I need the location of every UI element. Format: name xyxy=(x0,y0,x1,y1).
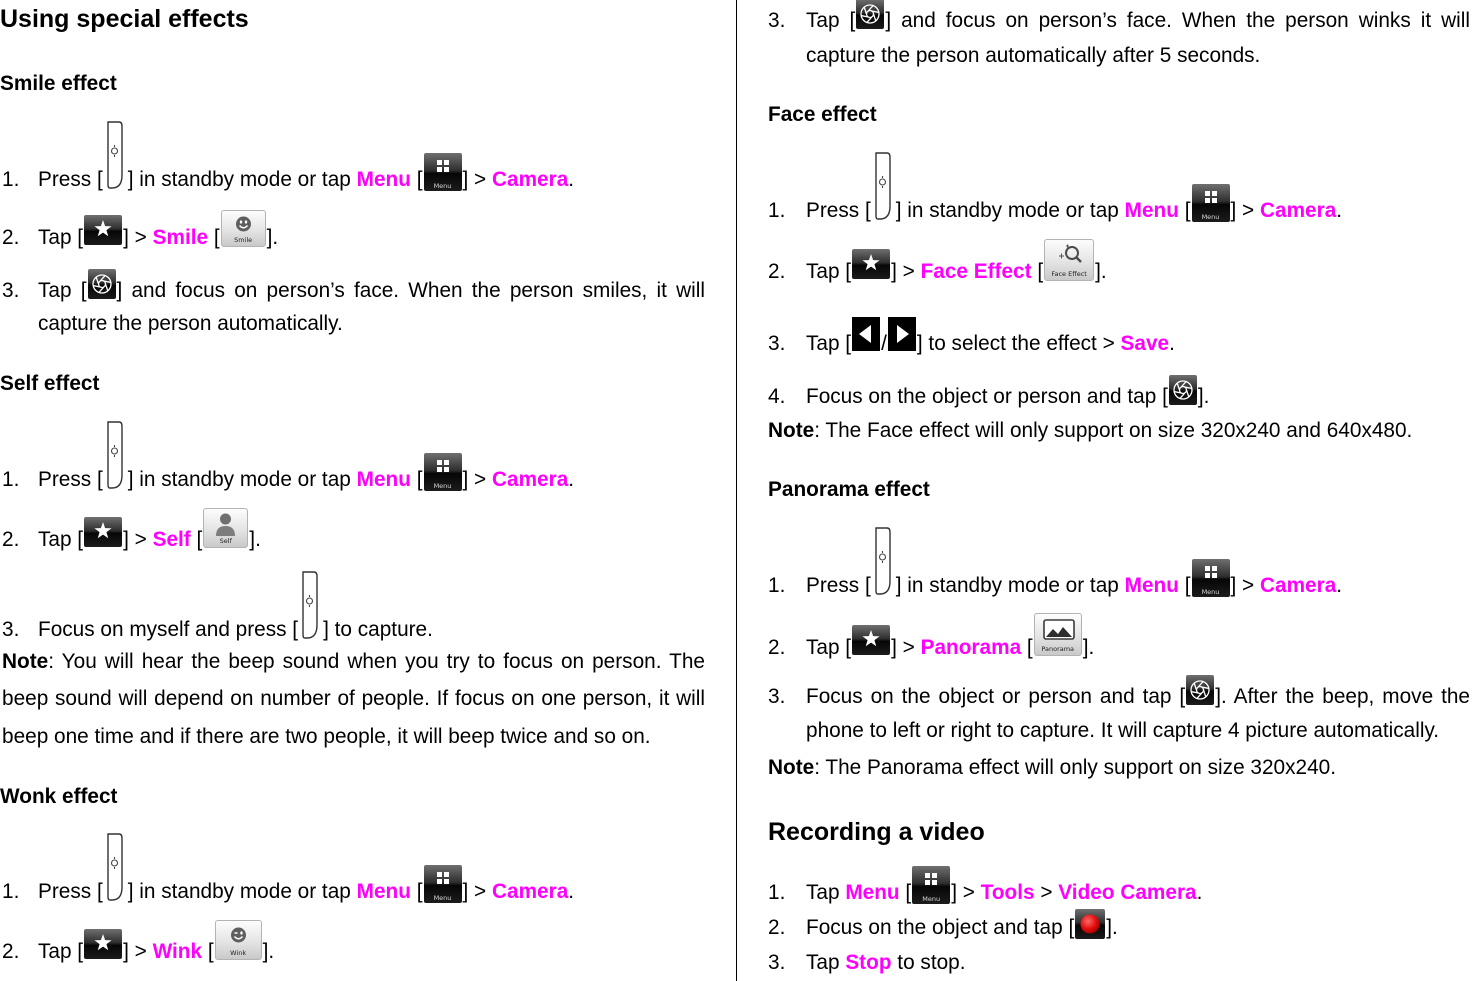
text: [ xyxy=(1178,574,1191,597)
text: ] > xyxy=(891,636,921,659)
text: . xyxy=(1336,574,1343,597)
ui-term: Video Camera xyxy=(1058,881,1197,904)
text: capture the person automatically after 5 seconds. xyxy=(806,44,1261,67)
section-heading-self: Self effect xyxy=(0,372,100,395)
text: Press [ xyxy=(38,468,103,491)
text: [ xyxy=(1031,260,1044,283)
column-divider xyxy=(736,0,737,981)
text: Tap [ xyxy=(806,636,852,659)
record-dot-svg xyxy=(1075,909,1105,939)
panorama-step-3-continued xyxy=(806,719,1439,743)
side-camera-key-graphic xyxy=(105,419,125,491)
shutter-icon-graphic xyxy=(1169,375,1197,405)
text: Focus on myself and press [ xyxy=(38,618,299,641)
text: ] > xyxy=(123,226,153,249)
text: ] > xyxy=(1230,574,1260,597)
text: : The Panorama effect will only support on size 320x240. xyxy=(814,756,1336,779)
text: ] to capture. xyxy=(323,618,433,641)
text: Press [ xyxy=(38,168,103,191)
icon-label: Menu xyxy=(433,482,452,490)
menu-icon-graphic xyxy=(1192,559,1230,597)
icon-label: Menu xyxy=(1201,213,1220,221)
star-svg xyxy=(84,517,122,547)
side-camera-key-graphic xyxy=(873,525,893,597)
side-camera-key-svg xyxy=(300,569,320,641)
step-number: 4. xyxy=(768,385,786,408)
text: ]. xyxy=(266,226,279,249)
step-number: 2. xyxy=(2,940,20,963)
text: / xyxy=(881,332,887,355)
text: ] in standby mode or tap xyxy=(127,880,357,903)
text: Press [ xyxy=(38,880,103,903)
star-svg xyxy=(84,215,122,245)
section-heading-panorama: Panorama effect xyxy=(768,478,930,501)
text: ] and focus on person’s face. When the person smiles, it will xyxy=(116,279,705,302)
icon-label: Smile xyxy=(234,236,253,244)
step-number: 2. xyxy=(2,528,20,551)
step-number: 2. xyxy=(768,260,786,283)
star-svg xyxy=(84,929,122,959)
ui-term: Smile xyxy=(152,226,209,249)
side-camera-key-svg xyxy=(873,150,893,222)
step-number: 3. xyxy=(768,951,786,974)
side-camera-key-svg xyxy=(105,119,125,191)
star-svg xyxy=(852,249,890,279)
text: ] > xyxy=(1230,199,1260,222)
text: beep one time and if there are two people, it will beep twice and so on. xyxy=(2,725,651,748)
ui-term: Wink xyxy=(152,940,203,963)
step-number: 1. xyxy=(2,880,20,903)
text: capture the person automatically. xyxy=(38,312,343,335)
text: ] to select the effect > xyxy=(916,332,1121,355)
note-label: Note xyxy=(768,419,815,442)
text: Tap xyxy=(806,881,846,904)
aperture-svg xyxy=(1186,675,1214,705)
text: Focus on the object and tap [ xyxy=(806,916,1075,939)
text: [ xyxy=(190,528,203,551)
text: [ xyxy=(208,226,220,249)
side-camera-key-graphic xyxy=(105,831,125,903)
menu-icon-graphic xyxy=(424,153,462,191)
panorama-step-2 xyxy=(768,636,1095,660)
text: Tap [ xyxy=(38,528,84,551)
recording-step-2 xyxy=(768,916,1118,940)
text: Tap [ xyxy=(38,279,87,302)
record-icon-graphic xyxy=(1075,909,1105,939)
text: ]. xyxy=(1095,260,1107,283)
text: ] in standby mode or tap xyxy=(127,168,357,191)
text: Tap [ xyxy=(806,332,852,355)
panorama-step-1 xyxy=(768,574,1343,598)
face-step-3 xyxy=(768,332,1175,356)
ui-term: Menu xyxy=(356,468,411,491)
text: ]. xyxy=(249,528,261,551)
step-number: 1. xyxy=(2,468,20,491)
ui-term: Save xyxy=(1120,332,1170,355)
self-note-line-2 xyxy=(2,687,705,711)
step-number: 2. xyxy=(2,226,20,249)
text: ] and focus on person’s face. When the person winks it will xyxy=(885,9,1470,32)
text: ]. xyxy=(262,940,275,963)
icon-label: Self xyxy=(219,537,232,545)
self-step-2 xyxy=(2,528,261,552)
icon-label: Menu xyxy=(922,895,941,903)
step-number: 3. xyxy=(768,9,786,32)
text: beep sound will depend on number of people. If focus on one person, it will xyxy=(2,687,705,710)
panorama-step-3 xyxy=(768,685,1470,709)
text: ] > xyxy=(462,880,492,903)
side-camera-key-graphic xyxy=(873,150,893,222)
text: ]. xyxy=(1106,916,1118,939)
arrow-left-icon-graphic xyxy=(852,317,880,351)
recording-step-1 xyxy=(768,881,1203,905)
icon-label: Panorama xyxy=(1041,645,1075,653)
text: Tap [ xyxy=(806,260,852,283)
wonk-step-2 xyxy=(2,940,275,964)
text: ] in standby mode or tap xyxy=(127,468,357,491)
step-number: 3. xyxy=(768,685,786,708)
icon-label: Menu xyxy=(433,182,452,190)
aperture-svg xyxy=(1169,375,1197,405)
text: ] > xyxy=(462,468,492,491)
shutter-icon-graphic xyxy=(1186,675,1214,705)
text: ] > xyxy=(951,881,981,904)
ui-term: Camera xyxy=(491,168,569,191)
text: Tap [ xyxy=(38,226,84,249)
ui-term: Menu xyxy=(1124,199,1179,222)
text: ] > xyxy=(891,260,921,283)
self-note-line-1 xyxy=(2,650,705,674)
ui-term: Camera xyxy=(1259,199,1337,222)
self-note-line-3 xyxy=(2,725,651,749)
text: [ xyxy=(899,881,912,904)
ui-term: Panorama xyxy=(920,636,1022,659)
text: to stop. xyxy=(891,951,966,974)
smile-step-2 xyxy=(2,226,279,250)
ui-term: Camera xyxy=(1259,574,1337,597)
text: . xyxy=(1169,332,1175,355)
text: [ xyxy=(410,468,423,491)
text: [ xyxy=(202,940,214,963)
smile-icon-graphic xyxy=(221,210,266,247)
star-icon-graphic xyxy=(852,249,890,279)
face-step-2 xyxy=(768,260,1107,284)
text: Tap xyxy=(806,951,846,974)
step-number: 1. xyxy=(2,168,20,191)
text: ] in standby mode or tap xyxy=(895,574,1125,597)
ui-term: Camera xyxy=(491,880,569,903)
text: . xyxy=(1336,199,1343,222)
section-heading-face: Face effect xyxy=(768,103,877,126)
text: phone to left or right to capture. It will capture 4 picture automatically. xyxy=(806,719,1440,742)
shutter-icon-graphic xyxy=(88,269,116,299)
text: [ xyxy=(410,168,423,191)
page-title: Using special effects xyxy=(0,5,249,33)
icon-label: Wink xyxy=(230,949,247,957)
smile-step-3 xyxy=(2,279,705,303)
text: : You will hear the beep sound when you try to focus on person. The xyxy=(48,650,705,673)
text: Tap [ xyxy=(38,940,84,963)
menu-icon-graphic xyxy=(424,865,462,903)
side-camera-key-graphic xyxy=(105,119,125,191)
ui-term: Tools xyxy=(980,881,1035,904)
wink-icon-graphic xyxy=(215,920,262,960)
text: Press [ xyxy=(806,199,871,222)
text: ]. After the beep, move the xyxy=(1215,685,1470,708)
text: Focus on the object or person and tap [ xyxy=(806,385,1168,408)
wonk-step-3 xyxy=(768,9,1470,33)
star-icon-graphic xyxy=(852,625,890,655)
section-heading-smile: Smile effect xyxy=(0,72,117,95)
arrow-right-svg xyxy=(888,317,916,351)
menu-icon-graphic xyxy=(1192,184,1230,222)
star-svg xyxy=(852,625,890,655)
ui-term: Face Effect xyxy=(920,260,1032,283)
ui-term: Menu xyxy=(845,881,900,904)
wonk-step-1 xyxy=(2,880,575,904)
step-number: 2. xyxy=(768,636,786,659)
icon-label: Face Effect xyxy=(1051,270,1087,278)
icon-label: Menu xyxy=(1201,588,1220,596)
side-camera-key-svg xyxy=(105,831,125,903)
ui-term: Menu xyxy=(356,168,411,191)
text: . xyxy=(568,468,575,491)
smile-step-3-continued xyxy=(38,312,343,336)
face-step-4 xyxy=(768,385,1210,409)
text: ] > xyxy=(462,168,492,191)
step-number: 1. xyxy=(768,881,786,904)
star-icon-graphic xyxy=(84,929,122,959)
step-number: 3. xyxy=(2,279,20,302)
step-number: 3. xyxy=(768,332,786,355)
ui-term: Self xyxy=(152,528,191,551)
note-label: Note xyxy=(768,756,815,779)
self-step-1 xyxy=(2,468,575,492)
text: ] > xyxy=(123,528,153,551)
text: ]. xyxy=(1197,385,1210,408)
self-icon-graphic xyxy=(203,508,248,548)
side-camera-key-svg xyxy=(873,525,893,597)
ui-term: Camera xyxy=(491,468,569,491)
section-heading-wonk: Wonk effect xyxy=(0,785,118,808)
text: [ xyxy=(1021,636,1033,659)
note-label: Note xyxy=(2,650,49,673)
side-camera-key-svg xyxy=(105,419,125,491)
arrow-right-icon-graphic xyxy=(888,317,916,351)
aperture-svg xyxy=(856,0,884,29)
step-number: 1. xyxy=(768,199,786,222)
text: . xyxy=(1196,881,1203,904)
self-step-3 xyxy=(2,618,433,642)
panorama-icon-graphic xyxy=(1034,613,1082,656)
text: > xyxy=(1034,881,1059,904)
text: : The Face effect will only support on size 320x240 and 640x480. xyxy=(814,419,1413,442)
wonk-step-3-continued xyxy=(806,44,1260,68)
star-icon-graphic xyxy=(84,517,122,547)
ui-term: Menu xyxy=(356,880,411,903)
recording-step-3 xyxy=(768,951,966,975)
icon-label: Menu xyxy=(433,894,452,902)
text: Press [ xyxy=(806,574,871,597)
step-number: 1. xyxy=(768,574,786,597)
step-number: 2. xyxy=(768,916,786,939)
face-effect-icon-graphic xyxy=(1044,239,1094,281)
face-step-1 xyxy=(768,199,1343,223)
menu-icon-graphic xyxy=(424,453,462,491)
step-number: 3. xyxy=(2,618,20,641)
text: ] in standby mode or tap xyxy=(895,199,1125,222)
shutter-icon-graphic xyxy=(856,0,884,29)
text: . xyxy=(568,880,575,903)
text: Focus on the object or person and tap [ xyxy=(806,685,1186,708)
ui-term: Stop xyxy=(845,951,892,974)
text: ] > xyxy=(123,940,153,963)
star-icon-graphic xyxy=(84,215,122,245)
ui-term: Menu xyxy=(1124,574,1179,597)
text: [ xyxy=(1178,199,1191,222)
menu-icon-graphic xyxy=(912,866,950,904)
aperture-svg xyxy=(88,269,116,299)
arrow-left-svg xyxy=(852,317,880,351)
text: ]. xyxy=(1082,636,1095,659)
section-heading-recording: Recording a video xyxy=(768,818,985,846)
text: [ xyxy=(410,880,423,903)
smile-step-1 xyxy=(2,168,575,192)
face-note xyxy=(768,419,1412,443)
side-camera-key-graphic xyxy=(300,569,320,641)
text: . xyxy=(568,168,575,191)
panorama-note xyxy=(768,756,1336,780)
text: Tap [ xyxy=(806,9,856,32)
